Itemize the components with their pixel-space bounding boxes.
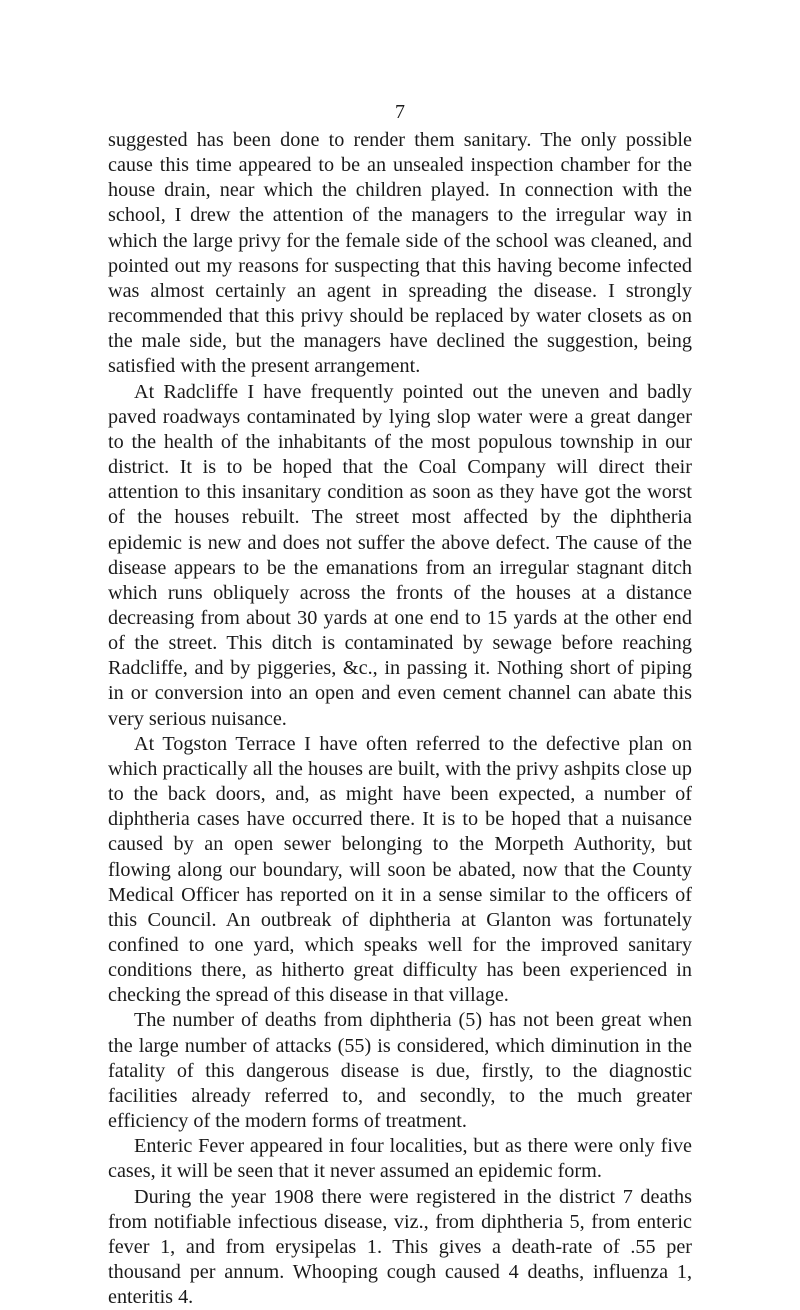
paragraph-diphtheria-deaths: The number of deaths from diphtheria (5) has not been great when the large number of attacks (55) is considered, which diminution in the fatality of this dangerous disease is due, firstly, to the diagnostic facilities already referred to, and secondly, to the much greater efficiency of the modern forms of treatment. xyxy=(108,1009,692,1133)
paragraph-radcliffe: At Radcliffe I have frequently pointed out the uneven and badly paved roadways contaminated by lying slop water were a great danger to the health of the inhabitants of the most populous township in our district. It is to be hoped that the Coal Company will direct their attention to this insanitary condition as soon as they have got the worst of the houses rebuilt. The street most affected by the diphtheria epidemic is new and does not suffer the above defect. The cause of the disease appears to be the emanations from an irregular stagnant ditch which runs obliquely across the fronts of the houses at a distance decreasing from about 30 yards at one end to 15 yards at the other end of the street. This ditch is contaminated by sewage before reaching Radcliffe, and by piggeries, &c., in passing it. Nothing short of piping in or conversion into an open and even cement channel can abate this very serious nuisance. xyxy=(108,380,692,730)
paragraph-togston-terrace: At Togston Terrace I have often referred to the defective plan on which practically all the houses are built, with the privy ashpits close up to the back doors, and, as might have been expected, a number of diphtheria cases have occurred there. It is to be hoped that a nuisance caused by an open sewer belonging to the Morpeth Authority, but flowing along our boundary, will soon be abated, now that the County Medical Officer has reported on it in a sense similar to the officers of this Council. An outbreak of diphtheria at Glanton was fortunately confined to one yard, which speaks well for the improved sanitary conditions there, as hitherto great difficulty has been experienced in checking the spread of this disease in that village. xyxy=(108,732,692,1007)
page-number: 7 xyxy=(395,101,405,123)
paragraph-death-statistics: During the year 1908 there were registered in the district 7 deaths from notifiable infectious disease, viz., from diphtheria 5, from enteric fever 1, and from erysipelas 1. This gives a death-rate of .55 per thousand per annum. Whooping cough caused 4 deaths, influenza 1, enteritis 4. xyxy=(108,1185,692,1309)
paragraph-enteric-fever: Enteric Fever appeared in four localities, but as there were only five cases, it will be seen that it never assumed an epidemic form. xyxy=(108,1135,692,1183)
paragraph-school-sanitation: suggested has been done to render them sanitary. The only possible cause this time appeared to be an unsealed inspection chamber for the house drain, near which the children played. In connection with the school, I drew the attention of the managers to the irregular way in which the large privy for the female side of the school was cleaned, and pointed out my reasons for suspecting that this having become infected was almost certainly an agent in spreading the disease. I strongly recommended that this privy should be replaced by water closets as on the male side, but the managers have declined the suggestion, being satisfied with the present arrangement. xyxy=(108,129,692,378)
document-body xyxy=(108,128,692,1310)
